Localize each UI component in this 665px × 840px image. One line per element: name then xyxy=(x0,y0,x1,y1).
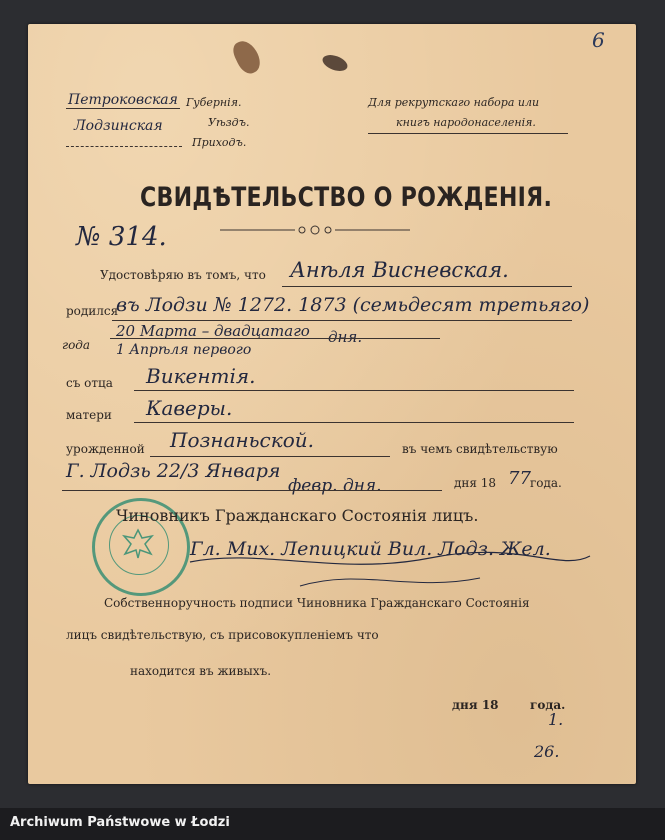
corner-number: 6 xyxy=(592,28,605,52)
prihod-label: Приходъ. xyxy=(192,136,247,149)
issue-line xyxy=(62,490,442,491)
child-name: Анѣля Висневская. xyxy=(290,258,509,282)
signature-flourish xyxy=(180,542,600,598)
header-right-line xyxy=(368,133,568,134)
authentication-line-1: Собственноручность подписи Чиновника Гражданскаго Состоянія xyxy=(104,596,530,610)
witness-label: въ чемъ свидѣтельствую xyxy=(402,442,558,456)
population-books-label: книгъ народонаселенія. xyxy=(396,116,536,129)
issue-year: 77 xyxy=(508,468,531,489)
official-title: Чиновникъ Гражданскаго Состоянія лицъ. xyxy=(116,506,479,525)
official-signature: Гл. Мих. Лепицкий Вил. Лодз. Жел. xyxy=(190,538,551,560)
bottom-year-label: года. xyxy=(530,698,566,712)
issue-year-suffix: года. xyxy=(530,476,562,490)
birth-date-1: 20 Марта – двадцатаго xyxy=(116,322,310,340)
mother-maiden-name: Познаньской. xyxy=(170,428,314,452)
issue-month: февр. дня. xyxy=(288,476,382,496)
mother-name: Каверы. xyxy=(146,396,233,420)
birth-place-number: въ Лодзи № 1272. 1873 (семьдесят третьяго) xyxy=(116,294,590,316)
name-line xyxy=(282,286,572,287)
mother-line xyxy=(134,422,574,423)
born-line xyxy=(112,320,572,321)
prihod-handwritten: Лодзинская xyxy=(74,118,163,134)
certificate-paper xyxy=(28,24,636,784)
gubernia-handwritten: Петроковская xyxy=(68,92,178,108)
certify-label: Удостовѣряю въ томъ, что xyxy=(100,268,266,282)
issue-place-date: Г. Лодзь 22/3 Января xyxy=(66,460,281,482)
father-label: съ отца xyxy=(66,376,113,390)
uezd-label: Уѣздъ. xyxy=(208,116,250,129)
page-mark-1: 1. xyxy=(548,710,564,729)
mother-label: матери xyxy=(66,408,112,422)
page-mark-2: 26. xyxy=(534,742,560,761)
archive-label: Archiwum Państwowe w Łodzi xyxy=(10,815,230,830)
date-line xyxy=(110,338,440,339)
prihod-line xyxy=(66,146,182,147)
gubernia-line xyxy=(66,108,180,109)
birth-date-2: 1 Апрѣля первого xyxy=(116,342,252,358)
nee-label: урожденной xyxy=(66,442,145,456)
authentication-line-2: лицъ свидѣтельствую, съ присовокупленіемъ что xyxy=(66,628,379,642)
authentication-line-3: находится въ живыхъ. xyxy=(130,664,272,678)
born-label: родился xyxy=(66,304,119,318)
recruit-purpose-label: Для рекрутскаго набора или xyxy=(368,96,540,109)
bottom-date-label: дня 18 xyxy=(452,698,499,712)
eagle-emblem-icon xyxy=(118,524,158,564)
certificate-number: № 314. xyxy=(76,222,167,252)
year-label: года xyxy=(62,338,91,352)
certificate-title: СВИДѢТЕЛЬСТВО О РОЖДЕНІЯ. xyxy=(140,182,553,213)
birth-day-word: дня. xyxy=(328,328,363,346)
nee-line xyxy=(150,456,390,457)
title-ornament xyxy=(220,224,410,236)
father-name: Викентія. xyxy=(146,364,256,388)
father-line xyxy=(134,390,574,391)
gubernia-label: Губернія. xyxy=(186,96,242,109)
issue-date-label: дня 18 xyxy=(454,476,497,490)
